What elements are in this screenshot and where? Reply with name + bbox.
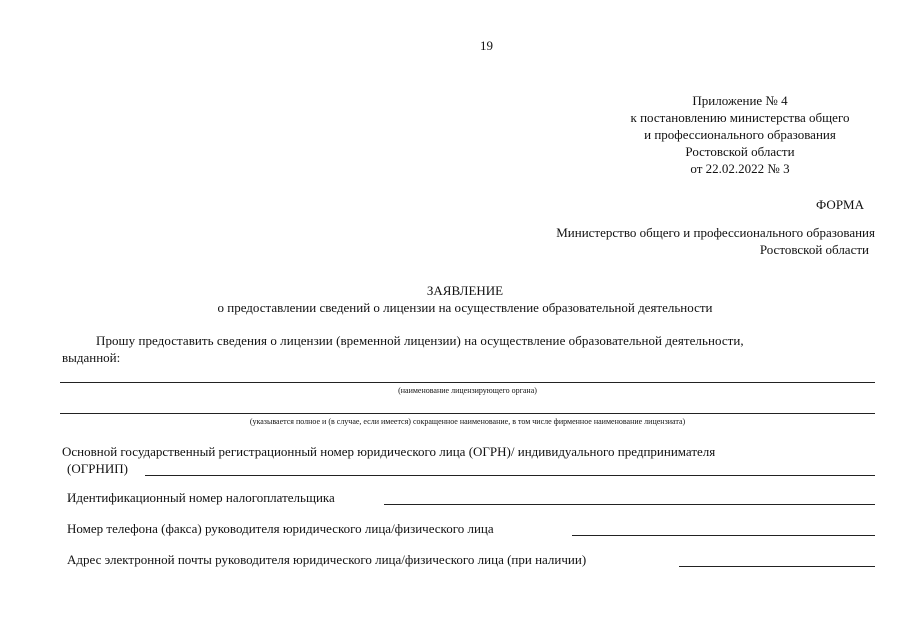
form-label: ФОРМА xyxy=(816,197,864,212)
inn-label: Идентификационный номер налогоплательщика xyxy=(67,490,335,505)
page-number: 19 xyxy=(480,38,493,53)
addressee-line-2: Ростовской области xyxy=(759,242,869,257)
request-line-1: Прошу предоставить сведения о лицензии (временной лицензии) на осуществление образовательной деятельности, xyxy=(96,333,744,348)
request-line-2: выданной: xyxy=(62,350,121,365)
appendix-line: Ростовской области xyxy=(685,144,795,159)
email-label: Адрес электронной почты руководителя юридического лица/физического лица (при наличии) xyxy=(67,552,587,567)
appendix-line: Приложение № 4 xyxy=(692,93,788,108)
document-subtitle: о предоставлении сведений о лицензии на осуществление образовательной деятельности xyxy=(217,300,713,315)
appendix-line: от 22.02.2022 № 3 xyxy=(690,161,790,176)
appendix-line: и профессионального образования xyxy=(644,127,836,142)
document-title: ЗАЯВЛЕНИЕ xyxy=(426,283,504,298)
ogrn-field[interactable] xyxy=(145,475,875,476)
licensee-name-caption: (указывается полное и (в случае, если имеется) сокращенное наименование, в том числе фирменное наименование лицензиата) xyxy=(249,417,686,426)
email-field[interactable] xyxy=(679,566,875,567)
phone-label: Номер телефона (факса) руководителя юридического лица/физического лица xyxy=(67,521,494,536)
ogrn-label-line-1: Основной государственный регистрационный номер юридического лица (ОГРН)/ индивидуального предпринимателя xyxy=(62,444,716,459)
inn-field[interactable] xyxy=(384,504,875,505)
phone-field[interactable] xyxy=(572,535,875,536)
appendix-line: к постановлению министерства общего xyxy=(630,110,850,125)
appendix-block xyxy=(590,93,890,176)
addressee-line-1: Министерство общего и профессионального образования xyxy=(556,225,875,240)
licensee-name-field[interactable] xyxy=(60,413,875,414)
licensing-body-caption: (наименование лицензирующего органа) xyxy=(398,386,537,395)
ogrn-label-line-2: (ОГРНИП) xyxy=(67,461,128,476)
addressee-block xyxy=(470,225,875,257)
licensing-body-field[interactable] xyxy=(60,382,875,383)
